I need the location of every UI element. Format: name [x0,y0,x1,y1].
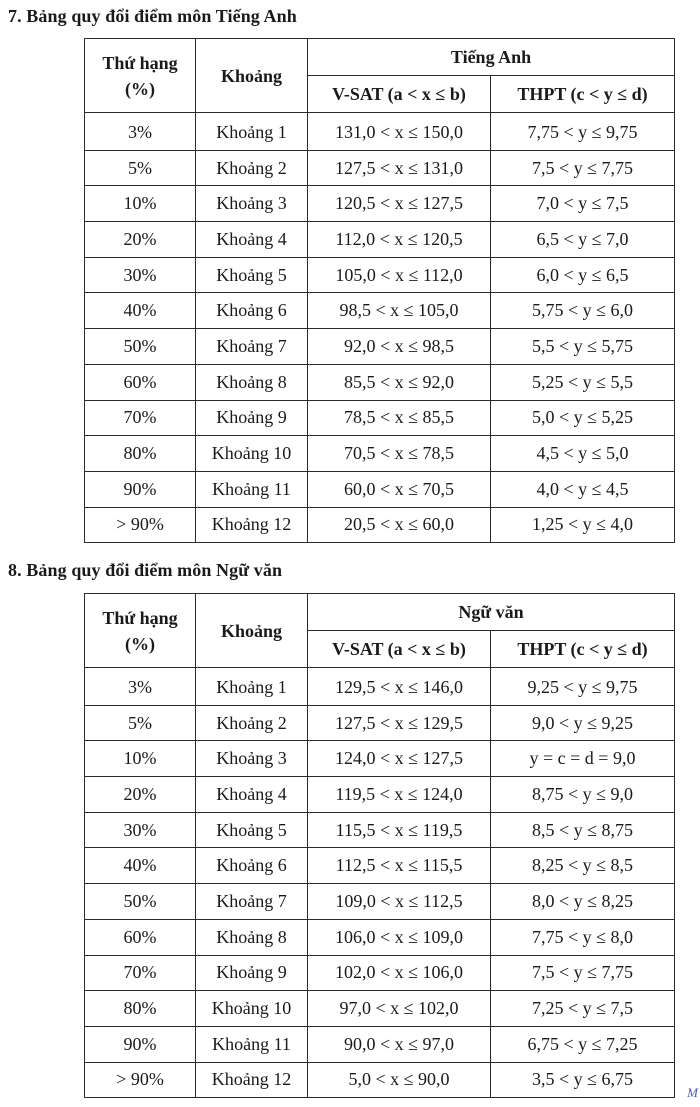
cell-range: Khoảng 2 [196,150,308,186]
cell-vsat: 20,5 < x ≤ 60,0 [308,507,491,543]
cell-rank: 70% [85,955,196,991]
cell-vsat: 124,0 < x ≤ 127,5 [308,741,491,777]
header-vsat: V-SAT (a < x ≤ b) [308,631,491,668]
cell-rank: 60% [85,364,196,400]
cell-range: Khoảng 12 [196,507,308,543]
cell-thpt: 8,0 < y ≤ 8,25 [491,884,675,920]
header-subject: Ngữ văn [308,594,675,631]
section-title-english: 7. Bảng quy đổi điểm môn Tiếng Anh [8,6,297,26]
header-rank-unit: (%) [125,78,155,99]
table-body-literature [85,668,675,1098]
table-row [85,436,675,472]
cell-vsat: 70,5 < x ≤ 78,5 [308,436,491,472]
cell-thpt: 7,5 < y ≤ 7,75 [491,150,675,186]
table-row [85,884,675,920]
cell-rank: 10% [85,741,196,777]
cell-thpt: 9,0 < y ≤ 9,25 [491,705,675,741]
cell-thpt: 5,0 < y ≤ 5,25 [491,400,675,436]
table-row [85,400,675,436]
table-row [85,222,675,258]
cell-thpt: 6,5 < y ≤ 7,0 [491,222,675,258]
cell-range: Khoảng 9 [196,400,308,436]
cell-rank: 70% [85,400,196,436]
table-row [85,150,675,186]
cell-vsat: 115,5 < x ≤ 119,5 [308,812,491,848]
cell-rank: 50% [85,884,196,920]
cell-vsat: 105,0 < x ≤ 112,0 [308,257,491,293]
cell-vsat: 102,0 < x ≤ 106,0 [308,955,491,991]
cell-range: Khoảng 3 [196,741,308,777]
cell-rank: 10% [85,186,196,222]
cell-thpt: 1,25 < y ≤ 4,0 [491,507,675,543]
cell-range: Khoảng 5 [196,812,308,848]
section-title-literature: 8. Bảng quy đổi điểm môn Ngữ văn [8,560,283,580]
cell-range: Khoảng 10 [196,991,308,1027]
table-row [85,777,675,813]
table-row [85,991,675,1027]
cell-vsat: 92,0 < x ≤ 98,5 [308,329,491,365]
cell-rank: 40% [85,848,196,884]
cell-vsat: 106,0 < x ≤ 109,0 [308,919,491,955]
header-rank-label: Thứ hạng [102,607,178,628]
cell-thpt: 3,5 < y ≤ 6,75 [491,1062,675,1098]
cell-rank: 30% [85,257,196,293]
cell-rank: 50% [85,329,196,365]
header-rank-unit: (%) [125,633,155,654]
table-row [85,705,675,741]
cell-range: Khoảng 5 [196,257,308,293]
table-row [85,507,675,543]
table-row [85,1026,675,1062]
cell-thpt: 4,5 < y ≤ 5,0 [491,436,675,472]
cell-vsat: 112,0 < x ≤ 120,5 [308,222,491,258]
table-row [85,364,675,400]
cell-rank: > 90% [85,1062,196,1098]
table-row [85,113,675,151]
cell-thpt: 8,5 < y ≤ 8,75 [491,812,675,848]
table-row [85,668,675,706]
cell-thpt: 5,75 < y ≤ 6,0 [491,293,675,329]
table-row [85,471,675,507]
cell-vsat: 112,5 < x ≤ 115,5 [308,848,491,884]
cell-rank: 5% [85,705,196,741]
cell-range: Khoảng 2 [196,705,308,741]
cell-vsat: 127,5 < x ≤ 131,0 [308,150,491,186]
header-range: Khoảng [196,594,308,668]
cell-rank: > 90% [85,507,196,543]
cell-vsat: 129,5 < x ≤ 146,0 [308,668,491,706]
header-subject: Tiếng Anh [308,39,675,76]
cell-range: Khoảng 1 [196,113,308,151]
cell-thpt: 9,25 < y ≤ 9,75 [491,668,675,706]
cell-vsat: 127,5 < x ≤ 129,5 [308,705,491,741]
cell-rank: 90% [85,471,196,507]
cell-range: Khoảng 4 [196,777,308,813]
cell-thpt: 7,75 < y ≤ 8,0 [491,919,675,955]
cell-rank: 80% [85,991,196,1027]
cell-range: Khoảng 8 [196,919,308,955]
cell-vsat: 97,0 < x ≤ 102,0 [308,991,491,1027]
cell-thpt: y = c = d = 9,0 [491,741,675,777]
table-row [85,257,675,293]
cell-thpt: 7,75 < y ≤ 9,75 [491,113,675,151]
cell-range: Khoảng 6 [196,848,308,884]
cell-rank: 20% [85,222,196,258]
cell-rank: 80% [85,436,196,472]
cell-range: Khoảng 4 [196,222,308,258]
cell-vsat: 5,0 < x ≤ 90,0 [308,1062,491,1098]
cell-thpt: 6,0 < y ≤ 6,5 [491,257,675,293]
cell-rank: 3% [85,668,196,706]
cell-range: Khoảng 7 [196,884,308,920]
header-vsat: V-SAT (a < x ≤ b) [308,76,491,113]
cell-thpt: 5,5 < y ≤ 5,75 [491,329,675,365]
cell-thpt: 7,0 < y ≤ 7,5 [491,186,675,222]
header-rank-label: Thứ hạng [102,52,178,73]
cell-thpt: 4,0 < y ≤ 4,5 [491,471,675,507]
cell-vsat: 90,0 < x ≤ 97,0 [308,1026,491,1062]
table-row [85,848,675,884]
cell-rank: 40% [85,293,196,329]
header-rank [85,39,196,113]
cell-thpt: 8,25 < y ≤ 8,5 [491,848,675,884]
cell-range: Khoảng 12 [196,1062,308,1098]
cell-range: Khoảng 1 [196,668,308,706]
table-row [85,329,675,365]
cell-vsat: 60,0 < x ≤ 70,5 [308,471,491,507]
conversion-table-english [84,38,675,543]
cell-range: Khoảng 10 [196,436,308,472]
cell-vsat: 98,5 < x ≤ 105,0 [308,293,491,329]
cell-rank: 30% [85,812,196,848]
cell-range: Khoảng 7 [196,329,308,365]
cell-range: Khoảng 3 [196,186,308,222]
cell-vsat: 85,5 < x ≤ 92,0 [308,364,491,400]
header-thpt: THPT (c < y ≤ d) [491,76,675,113]
cell-range: Khoảng 11 [196,471,308,507]
table-row [85,186,675,222]
cell-rank: 3% [85,113,196,151]
cell-thpt: 8,75 < y ≤ 9,0 [491,777,675,813]
table-row [85,741,675,777]
cell-vsat: 109,0 < x ≤ 112,5 [308,884,491,920]
cell-vsat: 120,5 < x ≤ 127,5 [308,186,491,222]
cell-rank: 60% [85,919,196,955]
cell-thpt: 6,75 < y ≤ 7,25 [491,1026,675,1062]
table-row [85,812,675,848]
header-range: Khoảng [196,39,308,113]
table-row [85,955,675,991]
cell-range: Khoảng 11 [196,1026,308,1062]
cell-thpt: 5,25 < y ≤ 5,5 [491,364,675,400]
conversion-table-literature [84,593,675,1098]
cell-thpt: 7,5 < y ≤ 7,75 [491,955,675,991]
cell-vsat: 131,0 < x ≤ 150,0 [308,113,491,151]
cell-range: Khoảng 9 [196,955,308,991]
table-row [85,919,675,955]
cell-vsat: 78,5 < x ≤ 85,5 [308,400,491,436]
cell-rank: 20% [85,777,196,813]
cell-range: Khoảng 8 [196,364,308,400]
header-rank [85,594,196,668]
table-body-english [85,113,675,543]
table-row [85,1062,675,1098]
cell-rank: 5% [85,150,196,186]
table-row [85,293,675,329]
cell-rank: 90% [85,1026,196,1062]
header-thpt: THPT (c < y ≤ d) [491,631,675,668]
cell-range: Khoảng 6 [196,293,308,329]
cell-thpt: 7,25 < y ≤ 7,5 [491,991,675,1027]
cell-vsat: 119,5 < x ≤ 124,0 [308,777,491,813]
corner-mark: M [687,1085,698,1100]
